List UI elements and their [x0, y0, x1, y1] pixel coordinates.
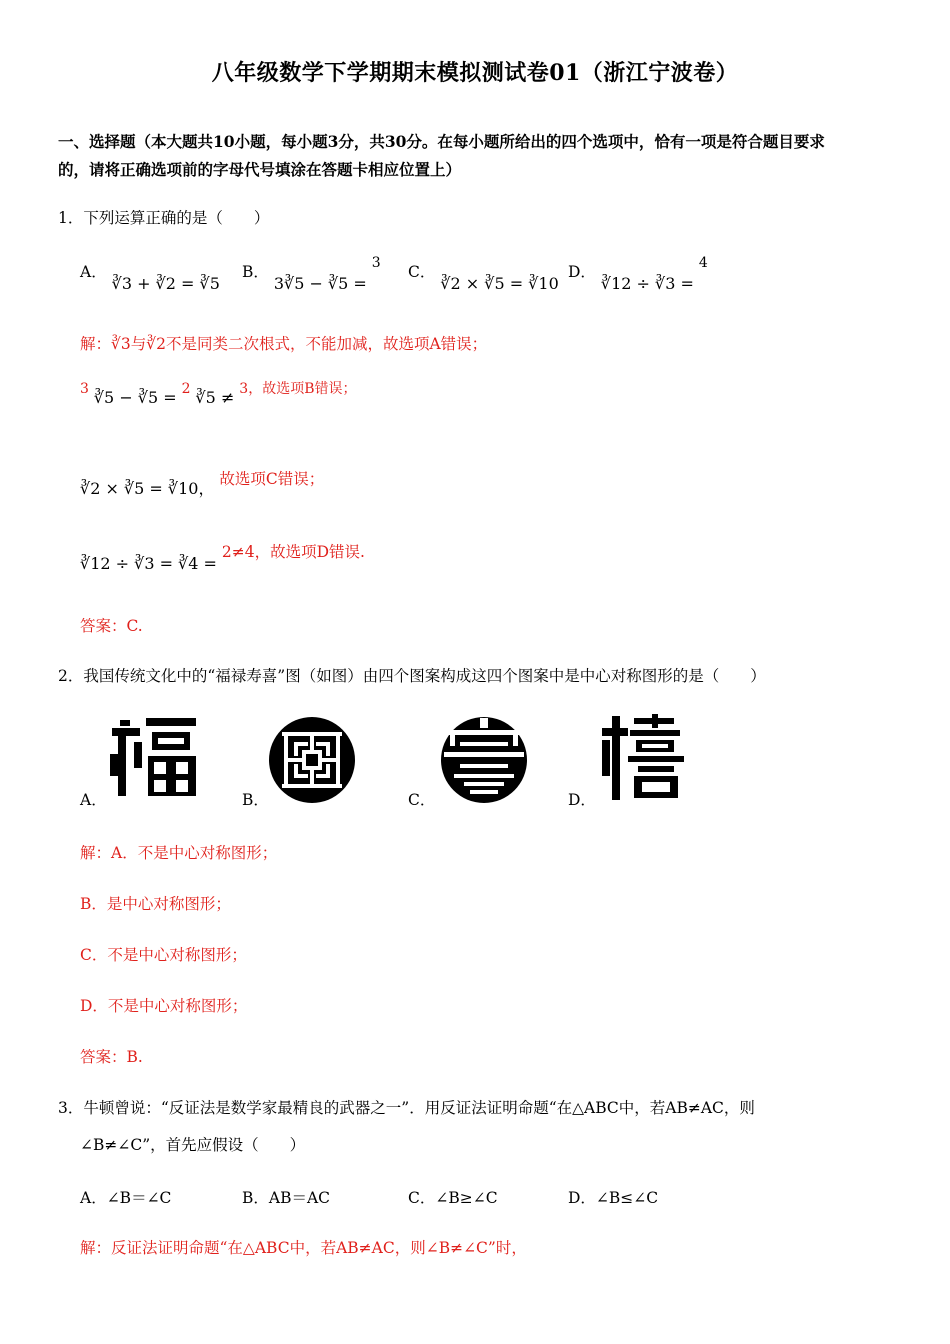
q3-option-d: D．∠B≤∠C	[568, 1189, 659, 1207]
q1-option-b-expr: 3∛5 − ∛5 =	[273, 274, 367, 293]
q2-solution-d: D．不是中心对称图形；	[80, 997, 248, 1015]
q1-option-c-label: C．	[408, 263, 436, 281]
q1-solution-2-post: ∛5 ≠	[195, 388, 235, 407]
q3-stem-line2: ∠B≠∠C”，首先应假设（ ）	[80, 1136, 306, 1154]
q3-option-a: A．∠B＝∠C	[80, 1189, 172, 1207]
page-title: 八年级数学下学期期末模拟测试卷01（浙江宁波卷）	[211, 60, 739, 86]
q1-solution-2-pre: 3	[80, 381, 89, 397]
q1-solution-3-expr: ∛2 × ∛5 = ∛10，	[80, 479, 215, 498]
fu-emblem-icon	[110, 714, 198, 802]
q1-option-a-label: A．	[80, 263, 107, 281]
q3-solution: 解：反证法证明命题“在△ABC中，若AB≠AC，则∠B≠∠C”时，	[80, 1239, 527, 1257]
q3-option-c: C．∠B≥∠C	[408, 1189, 498, 1207]
q1-solution-3-tail: 故选项C错误；	[219, 470, 325, 488]
q1-solution-2-expr: ∛5 − ∛5 =	[93, 388, 177, 407]
q1-option-d-sup: 4	[698, 255, 708, 271]
lu-emblem-icon	[268, 716, 356, 804]
q1-solution-4-expr: ∛12 ÷ ∛3 = ∛4 =	[80, 554, 217, 573]
q2-option-a: A．	[80, 791, 107, 809]
q1-option-d-expr: ∛12 ÷ ∛3 =	[600, 274, 694, 293]
q2-answer: 答案：B.	[80, 1048, 143, 1066]
shou-emblem-icon	[440, 716, 528, 804]
section-heading-line2: 的，请将正确选项前的字母代号填涂在答题卡相应位置上）	[58, 160, 462, 179]
q3-stem-line1: 3．牛顿曾说：“反证法是数学家最精良的武器之一”．用反证法证明命题“在△ABC中，若AB≠AC，则	[58, 1099, 755, 1117]
q2-option-c: C．	[408, 791, 436, 809]
q1-answer: 答案：C.	[80, 617, 143, 635]
xi-emblem-icon	[598, 714, 686, 802]
q1-solution-2	[80, 381, 357, 408]
q1-option-b	[242, 255, 381, 293]
q1-stem: 1．下列运算正确的是（ ）	[58, 209, 270, 227]
q1-option-a-expr: ∛3 + ∛2 = ∛5	[111, 274, 220, 293]
q1-solution-1: 解：∛3与∛2不是同类二次根式，不能加减，故选项A错误；	[80, 335, 488, 353]
q1-option-b-sup: 3	[371, 255, 381, 271]
q1-option-c	[408, 260, 559, 293]
q3-option-b: B．AB＝AC	[242, 1189, 331, 1207]
q1-solution-2-mid: 2	[181, 381, 191, 397]
q2-stem: 2．我国传统文化中的“福禄寿喜”图（如图）由四个图案构成这四个图案中是中心对称图形的是（ ）	[58, 667, 766, 685]
q1-solution-4-tail: 2≠4，故选项D错误.	[221, 543, 365, 561]
q2-solution-b: B．是中心对称图形；	[80, 895, 231, 913]
q1-option-a	[80, 260, 220, 293]
q1-option-c-expr: ∛2 × ∛5 = ∛10	[440, 274, 559, 293]
q1-option-b-label: B．	[242, 263, 269, 281]
section-heading-line1: 一、选择题（本大题共10小题，每小题3分，共30分。在每小题所给出的四个选项中，恰有一项是符合题目要求	[58, 132, 825, 151]
q1-solution-3	[80, 466, 325, 498]
q2-option-b: B．	[242, 791, 269, 809]
q1-option-d-label: D．	[568, 263, 596, 281]
q1-solution-2-tail: 3，故选项B错误；	[239, 381, 357, 397]
q1-option-d	[568, 255, 708, 293]
q1-solution-4	[80, 540, 365, 573]
q2-solution-a: 解：A．不是中心对称图形；	[80, 844, 278, 862]
q2-option-d: D．	[568, 791, 596, 809]
q2-solution-c: C．不是中心对称图形；	[80, 946, 247, 964]
